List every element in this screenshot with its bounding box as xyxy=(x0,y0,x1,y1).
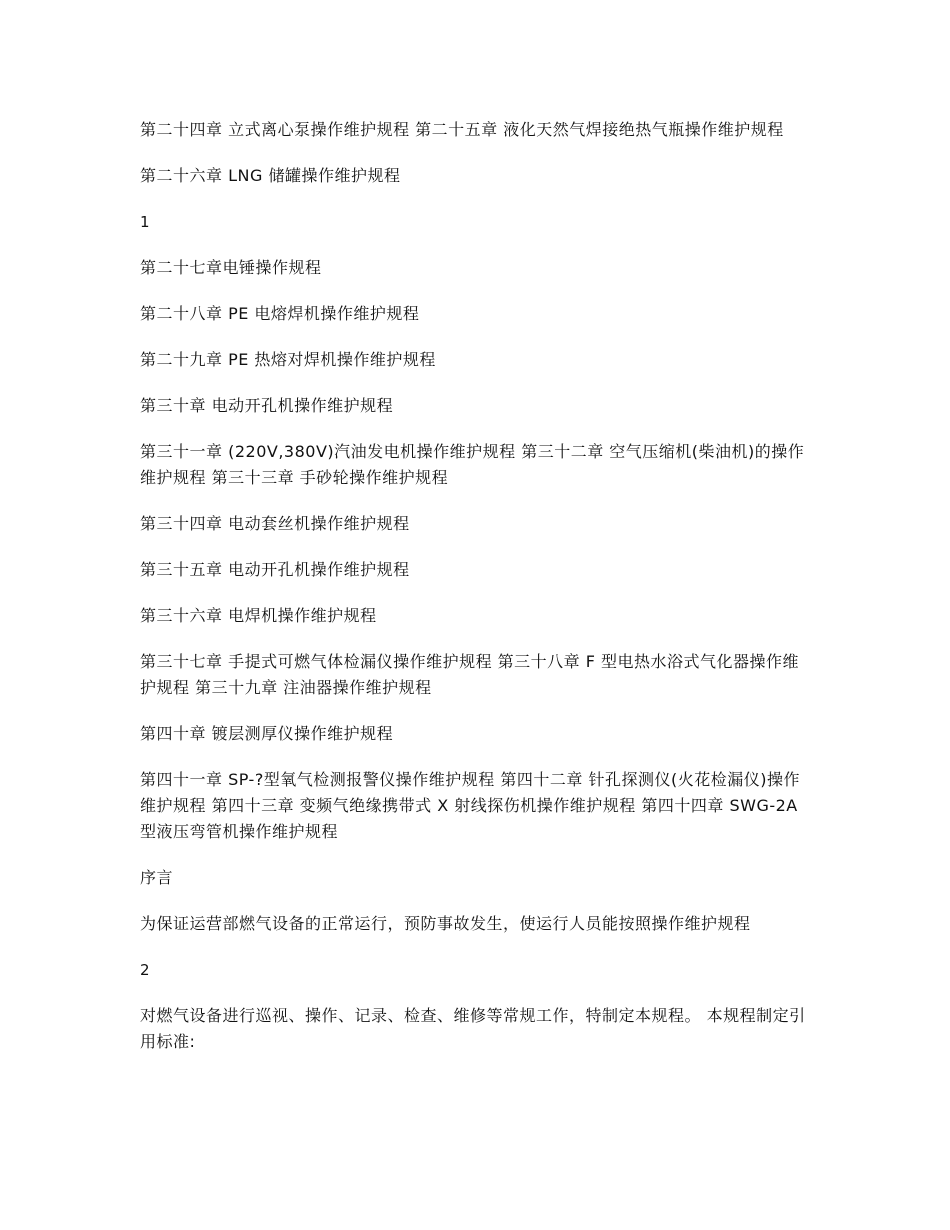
toc-entry-31-33: 第三十一章 (220V,380V)汽油发电机操作维护规程 第三十二章 空气压缩机(柴油机)的操作维护规程 第三十三章 手砂轮操作维护规程 xyxy=(140,442,805,487)
toc-entry-27: 第二十七章电锤操作规程 xyxy=(140,258,322,277)
document-page xyxy=(140,117,810,1075)
toc-entry-29: 第二十九章 PE 热熔对焊机操作维护规程 xyxy=(140,350,436,369)
toc-entry-35: 第三十五章 电动开孔机操作维护规程 xyxy=(140,560,410,579)
toc-entry-37-39: 第三十七章 手提式可燃气体检漏仪操作维护规程 第三十八章 F 型电热水浴式气化器操作维护规程 第三十九章 注油器操作维护规程 xyxy=(140,652,800,697)
page-number: 2 xyxy=(140,961,151,979)
body-paragraph: 对燃气设备进行巡视、操作、记录、检查、维修等常规工作，特制定本规程。 本规程制定引用标准: xyxy=(140,1006,806,1051)
toc-entry-24-25: 第二十四章 立式离心泵操作维护规程 第二十五章 液化天然气焊接绝热气瓶操作维护规程 xyxy=(140,120,784,139)
toc-entry-30: 第三十章 电动开孔机操作维护规程 xyxy=(140,396,394,415)
toc-entry-28: 第二十八章 PE 电熔焊机操作维护规程 xyxy=(140,304,420,323)
page-number: 1 xyxy=(140,213,151,231)
toc-entry-41-44: 第四十一章 SP-?型氧气检测报警仪操作维护规程 第四十二章 针孔探测仪(火花检漏仪)操作维护规程 第四十三章 变频气绝缘携带式 X 射线探伤机操作维护规程 第四十四章 SWG-2A 型液压弯管机操作维护规程 xyxy=(140,770,800,841)
toc-entry-36: 第三十六章 电焊机操作维护规程 xyxy=(140,606,377,625)
section-heading-preface: 序言 xyxy=(140,868,174,887)
preface-paragraph: 为保证运营部燃气设备的正常运行，预防事故发生，使运行人员能按照操作维护规程 xyxy=(140,914,751,933)
toc-entry-26: 第二十六章 LNG 储罐操作维护规程 xyxy=(140,166,401,185)
toc-entry-40: 第四十章 镀层测厚仪操作维护规程 xyxy=(140,724,394,743)
toc-entry-34: 第三十四章 电动套丝机操作维护规程 xyxy=(140,514,410,533)
